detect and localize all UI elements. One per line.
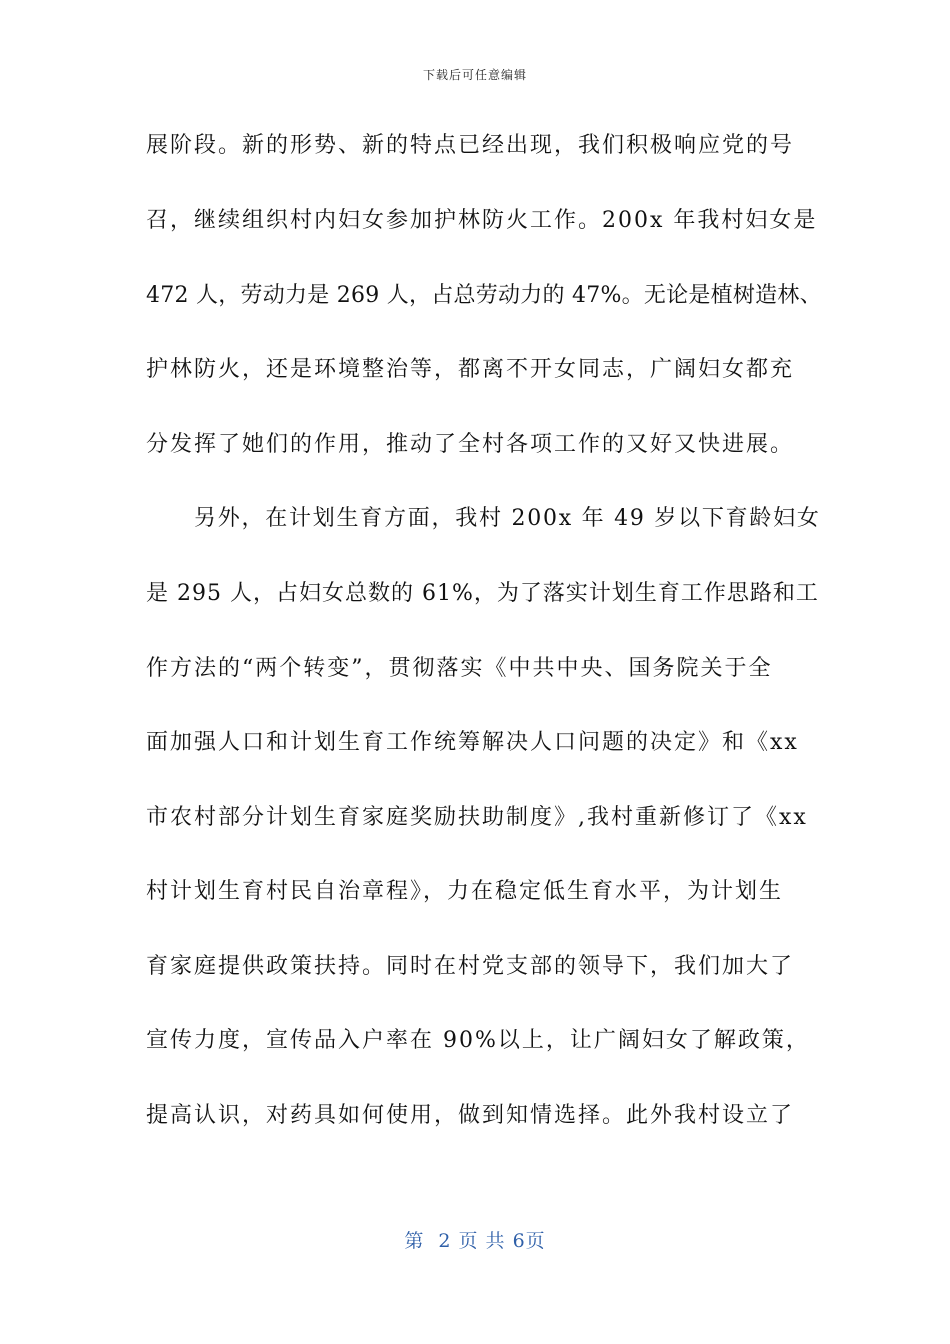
text-line: 作方法的“两个转变”，贯彻落实《中共中央、国务院关于全 <box>146 656 773 681</box>
text-line: 村计划生育村民自治章程》，力在稳定低生育水平，为计划生 <box>146 879 784 904</box>
text-line: 召，继续组织村内妇女参加护林防火工作。200x 年我村妇女是 <box>146 208 818 233</box>
page-header: 下载后可任意编辑 <box>422 68 527 82</box>
text-line: 育家庭提供政策扶持。同时在村党支部的领导下，我们加大了 <box>146 954 795 979</box>
text-line: 472 人，劳动力是 269 人，占总劳动力的 47%。无论是植树造林、 <box>146 283 822 308</box>
text-line: 提高认识，对药具如何使用，做到知情选择。此外我村设立了 <box>146 1103 795 1128</box>
text-line: 市农村部分计划生育家庭奖励扶助制度》,我村重新修订了《xx <box>146 805 808 830</box>
text-line: 护林防火，还是环境整治等，都离不开女同志，广阔妇女都充 <box>146 357 795 382</box>
page-number-footer <box>0 1226 950 1253</box>
text-line: 展阶段。新的形势、新的特点已经出现，我们积极响应党的号 <box>146 133 795 158</box>
paragraph-first-line: 另外，在计划生育方面，我村 200x 年 49 岁以下育龄妇女 <box>194 506 821 531</box>
text-line: 宣传力度，宣传品入户率在 90%以上，让广阔妇女了解政策， <box>146 1028 810 1053</box>
text-line: 分发挥了她们的作用，推动了全村各项工作的又好又快进展。 <box>146 432 795 457</box>
page-number-text: 第 2 页 共 6页 <box>404 1230 546 1252</box>
text-line: 是 295 人，占妇女总数的 61%，为了落实计划生育工作思路和工 <box>146 581 819 606</box>
text-line: 面加强人口和计划生育工作统筹解决人口问题的决定》和《xx <box>146 730 799 755</box>
